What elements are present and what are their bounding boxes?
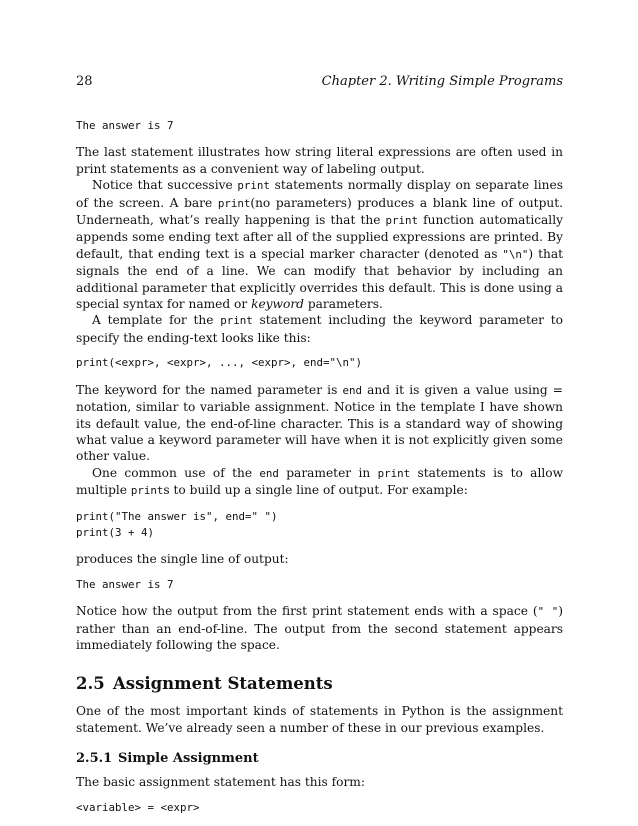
code-example-block — [76, 509, 563, 542]
paragraph-9: The basic assignment statement has this form: — [76, 775, 365, 790]
section-number: 2.5 — [76, 674, 105, 694]
inline-code: "\n" — [502, 247, 529, 261]
page-body — [76, 118, 563, 826]
paragraph-3: A template for the print statement including the keyword parameter to specify the ending-text looks like this: — [76, 313, 563, 345]
inline-code: end — [259, 466, 279, 480]
inline-code: print — [385, 214, 419, 228]
code-assignment-form: <variable> = <expr> — [76, 800, 200, 814]
chapter-title: Chapter 2. Writing Simple Programs — [321, 74, 563, 89]
subsection-number: 2.5.1 — [76, 751, 113, 767]
code-line: print("The answer is", end=" ") — [76, 509, 278, 523]
subsection-title: Simple Assignment — [118, 751, 259, 767]
subsection-heading — [76, 751, 563, 766]
inline-code: print — [377, 466, 411, 480]
code-print-template: print(<expr>, <expr>, ..., <expr>, end="\n") — [76, 356, 363, 370]
inline-code: " " — [537, 605, 559, 619]
code-output-2: The answer is 7 — [76, 577, 174, 591]
paragraph-8: One of the most important kinds of statements in Python is the assignment statement. We’ve already seen a number of these in our previous examples. — [76, 704, 563, 735]
inline-code: print — [217, 196, 251, 210]
paragraph-7: Notice how the output from the first print statement ends with a space (" ") rather than an end-of-line. The output from the second statement appears immediately following the space. — [76, 604, 563, 652]
inline-code: print — [237, 179, 270, 193]
keyword-emphasis: keyword — [251, 297, 304, 312]
section-title: Assignment Statements — [113, 674, 333, 694]
inline-code: end — [342, 383, 363, 397]
paragraph-2: Notice that successive print statements normally display on separate lines of the screen. A bare print(no parameters) produces a blank line of output. Underneath, what’s really happening is that the print function automatically appends some ending text after all of the supplied expressions are printed. By default, that ending text is a special marker character (denoted as "\n") that signals the end of a line. We can modify that behavior by including an additional parameter that explicitly overrides this default. This is done using a special syntax for named or keyword parameters. — [76, 178, 563, 312]
inline-code: print — [220, 314, 253, 328]
section-heading — [76, 674, 563, 693]
paragraph-5: One common use of the end parameter in print statements is to allow multiple prints to build up a single line of output. For example: — [76, 465, 564, 498]
inline-code: print — [130, 484, 164, 498]
page-number: 28 — [76, 74, 93, 89]
code-output-1: The answer is 7 — [76, 119, 174, 132]
paragraph-1: The last statement illustrates how string literal expressions are often used in print statements as a convenient way of labeling output. — [76, 145, 563, 176]
code-line: print(3 + 4) — [76, 525, 155, 539]
paragraph-4: The keyword for the named parameter is end and it is given a value using = notation, similar to variable assignment. Notice in the template I have shown its default value, the end-of-line character. This is a standard way of showing what value a keyword parameter will have when it is not explicitly given some other value. — [76, 382, 564, 464]
paragraph-6: produces the single line of output: — [76, 552, 289, 567]
